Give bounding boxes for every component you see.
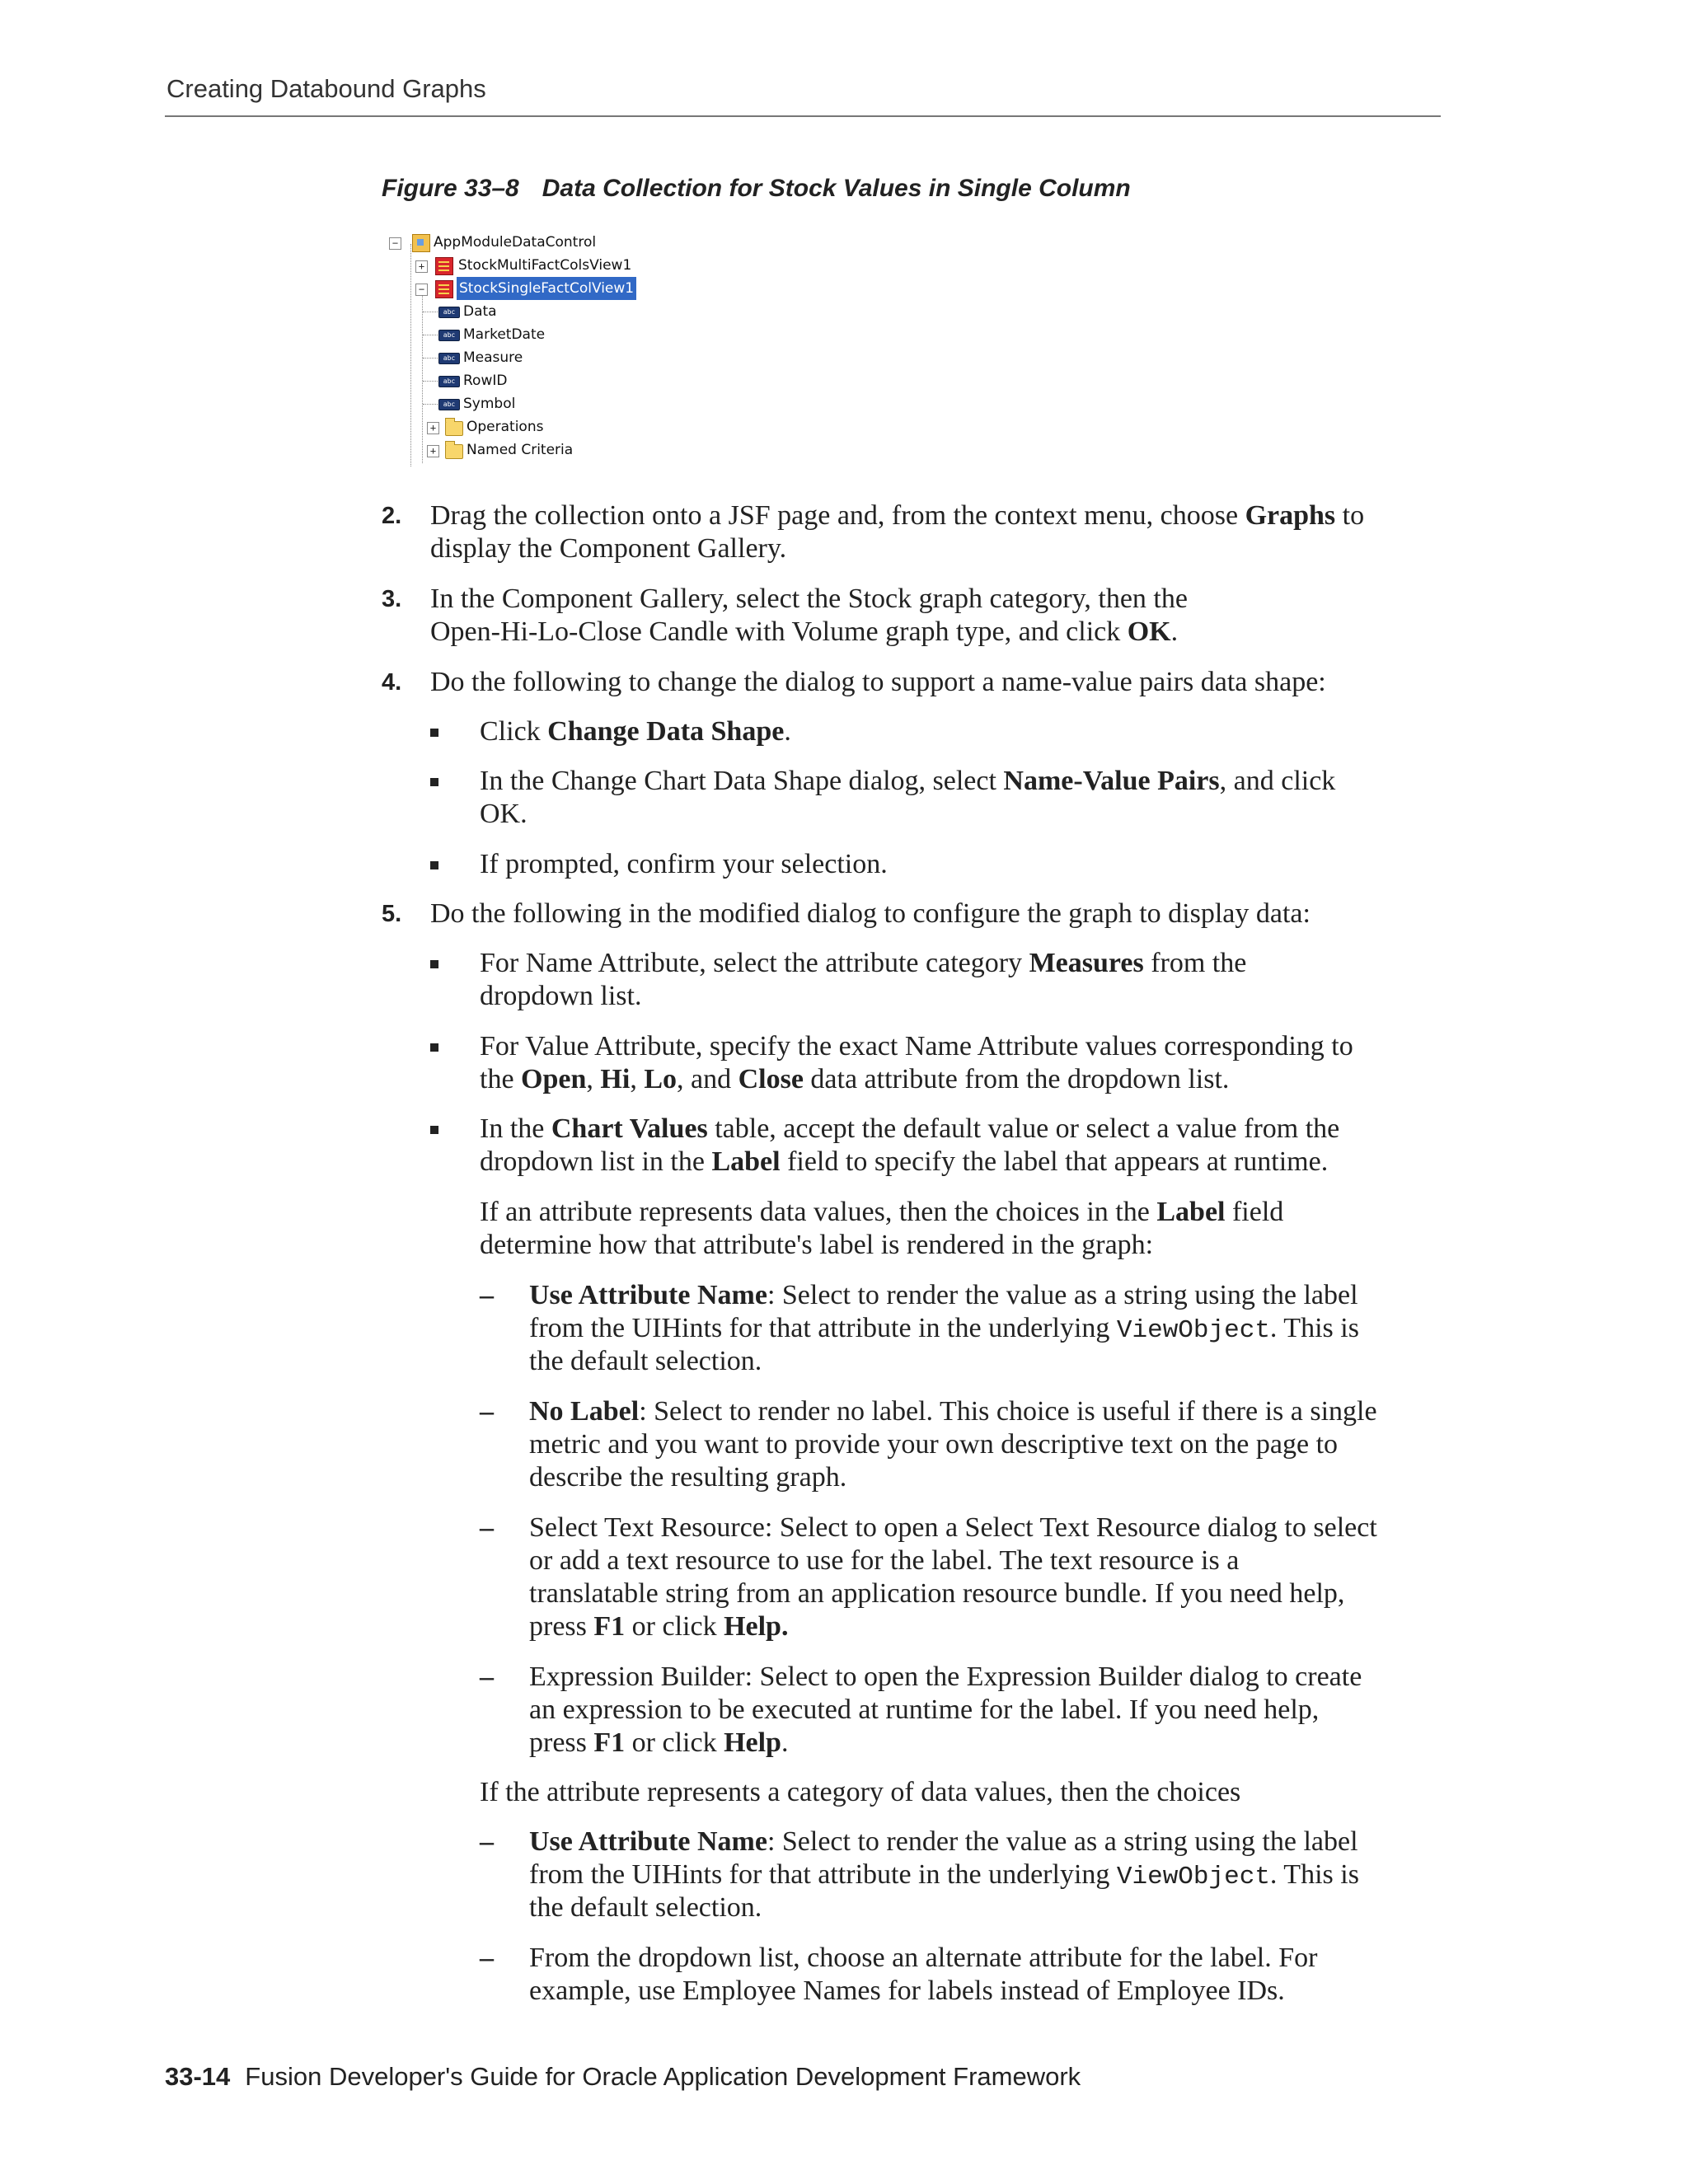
bullet-text: the Open, Hi, Lo, and Close data attribute from the dropdown list. (480, 1064, 1230, 1094)
bullet-marker (430, 861, 438, 869)
data-control-icon (412, 234, 430, 252)
tree-label: AppModuleDataControl (434, 234, 597, 251)
dash-item-text: an expression to be executed at runtime for the label. If you need help, (529, 1694, 1320, 1725)
collapse-icon[interactable]: − (415, 284, 428, 296)
dash-marker: – (480, 1280, 494, 1310)
folder-icon (445, 444, 463, 459)
dash-item-text: metric and you want to provide your own descriptive text on the page to (529, 1429, 1339, 1460)
dash-item-text: from the UIHints for that attribute in the underlying ViewObject. This is (529, 1859, 1359, 1891)
bullet-text: dropdown list in the Label field to specify the label that appears at runtime. (480, 1146, 1329, 1177)
expand-icon[interactable]: + (427, 422, 439, 434)
code-text: ViewObject (1116, 1316, 1270, 1345)
tree-branch-line (423, 381, 438, 382)
tree-label: Named Criteria (467, 442, 574, 458)
bullet-text: If prompted, confirm your selection. (480, 849, 888, 879)
tree-label-selected: StockSingleFactColView1 (457, 277, 636, 300)
dash-item-text: describe the resulting graph. (529, 1462, 847, 1493)
step-number: 2. (382, 503, 402, 529)
bullet-text: For Value Attribute, specify the exact Name Attribute values corresponding to (480, 1031, 1353, 1062)
attribute-icon: abc (438, 376, 460, 387)
bullet-text: For Name Attribute, select the attribute category Measures from the (480, 948, 1247, 978)
view-object-icon (435, 280, 453, 298)
header-divider (165, 115, 1441, 117)
attribute-icon: abc (438, 330, 460, 341)
dash-item-text: example, use Employee Names for labels instead of Employee IDs. (529, 1975, 1285, 2006)
step-text: Do the following in the modified dialog to configure the graph to display data: (430, 898, 1311, 929)
dash-marker: – (480, 1661, 494, 1692)
dash-item-text: from the UIHints for that attribute in the underlying ViewObject. This is (529, 1313, 1359, 1345)
step-text: Open-Hi-Lo-Close Candle with Volume graph type, and click OK. (430, 616, 1179, 647)
bullet-text: In the Change Chart Data Shape dialog, select Name-Value Pairs, and click (480, 766, 1336, 796)
dash-item-text: or add a text resource to use for the label. The text resource is a (529, 1545, 1240, 1576)
dash-marker: – (480, 1943, 494, 1973)
tree-label: Symbol (463, 396, 516, 412)
paragraph-text: If an attribute represents data values, then the choices in the Label field (480, 1197, 1284, 1227)
dash-item-text: Select Text Resource: Select to open a Select Text Resource dialog to select (529, 1512, 1377, 1543)
bullet-text: In the Chart Values table, accept the default value or select a value from the (480, 1113, 1340, 1144)
figure-number: Figure 33–8 (382, 175, 519, 202)
page-number: 33-14 (165, 2062, 231, 2091)
expand-icon[interactable]: + (415, 260, 428, 273)
tree-guide-line (422, 290, 423, 463)
paragraph-text: determine how that attribute's label is rendered in the graph: (480, 1230, 1154, 1260)
dash-item-text: translatable string from an application resource bundle. If you need help, (529, 1578, 1345, 1609)
code-text: ViewObject (1116, 1863, 1270, 1891)
dash-item-text: the default selection. (529, 1346, 762, 1376)
step-text: Drag the collection onto a JSF page and, from the context menu, choose Graphs to (430, 500, 1365, 531)
bullet-marker (430, 778, 438, 786)
step-number: 5. (382, 901, 402, 927)
data-control-tree (382, 231, 646, 470)
step-text: Do the following to change the dialog to support a name-value pairs data shape: (430, 667, 1326, 697)
attribute-icon: abc (438, 307, 460, 318)
step-number: 3. (382, 586, 402, 612)
attribute-icon: abc (438, 353, 460, 364)
step-number: 4. (382, 669, 402, 696)
figure-caption (382, 175, 1131, 203)
view-object-icon (435, 257, 453, 275)
step-text: display the Component Gallery. (430, 533, 787, 564)
dash-item-text: Use Attribute Name: Select to render the value as a string using the label (529, 1280, 1358, 1310)
tree-branch-line (423, 404, 438, 405)
running-header: Creating Databound Graphs (166, 74, 486, 103)
bullet-marker (430, 1043, 438, 1052)
tree-label: Data (463, 303, 497, 320)
dash-marker: – (480, 1512, 494, 1543)
dash-marker: – (480, 1826, 494, 1857)
collapse-icon[interactable]: − (389, 237, 401, 250)
expand-icon[interactable]: + (427, 445, 439, 457)
dash-marker: – (480, 1396, 494, 1427)
figure-title: Data Collection for Stock Values in Single Column (542, 175, 1131, 202)
tree-label: RowID (463, 373, 508, 389)
dash-item-text: Expression Builder: Select to open the Expression Builder dialog to create (529, 1661, 1362, 1692)
tree-label: Measure (463, 349, 523, 366)
dash-item-text: No Label: Select to render no label. This choice is useful if there is a single (529, 1396, 1377, 1427)
dash-item-text: the default selection. (529, 1892, 762, 1923)
bullet-text: Click Change Data Shape. (480, 716, 791, 747)
bullet-marker (430, 960, 438, 968)
step-text: In the Component Gallery, select the Stock graph category, then the (430, 583, 1188, 614)
bullet-text: OK. (480, 799, 528, 829)
bullet-marker (430, 729, 438, 737)
attribute-icon: abc (438, 399, 460, 410)
tree-label: MarketDate (463, 326, 546, 343)
tree-branch-line (423, 358, 438, 359)
tree-guide-line (410, 244, 411, 466)
bullet-marker (430, 1126, 438, 1134)
dash-item-text: press F1 or click Help. (529, 1611, 789, 1642)
dash-item-text: Use Attribute Name: Select to render the value as a string using the label (529, 1826, 1358, 1857)
paragraph-text: If the attribute represents a category of data values, then the choices (480, 1777, 1241, 1807)
dash-item-text: press F1 or click Help. (529, 1727, 789, 1758)
tree-label: Operations (467, 419, 544, 435)
folder-icon (445, 421, 463, 436)
bullet-text: dropdown list. (480, 981, 642, 1011)
page-footer (165, 2062, 1081, 2092)
dash-item-text: From the dropdown list, choose an alternate attribute for the label. For (529, 1943, 1318, 1973)
tree-label: StockMultiFactColsView1 (458, 257, 632, 274)
book-title: Fusion Developer's Guide for Oracle Application Development Framework (245, 2062, 1081, 2091)
